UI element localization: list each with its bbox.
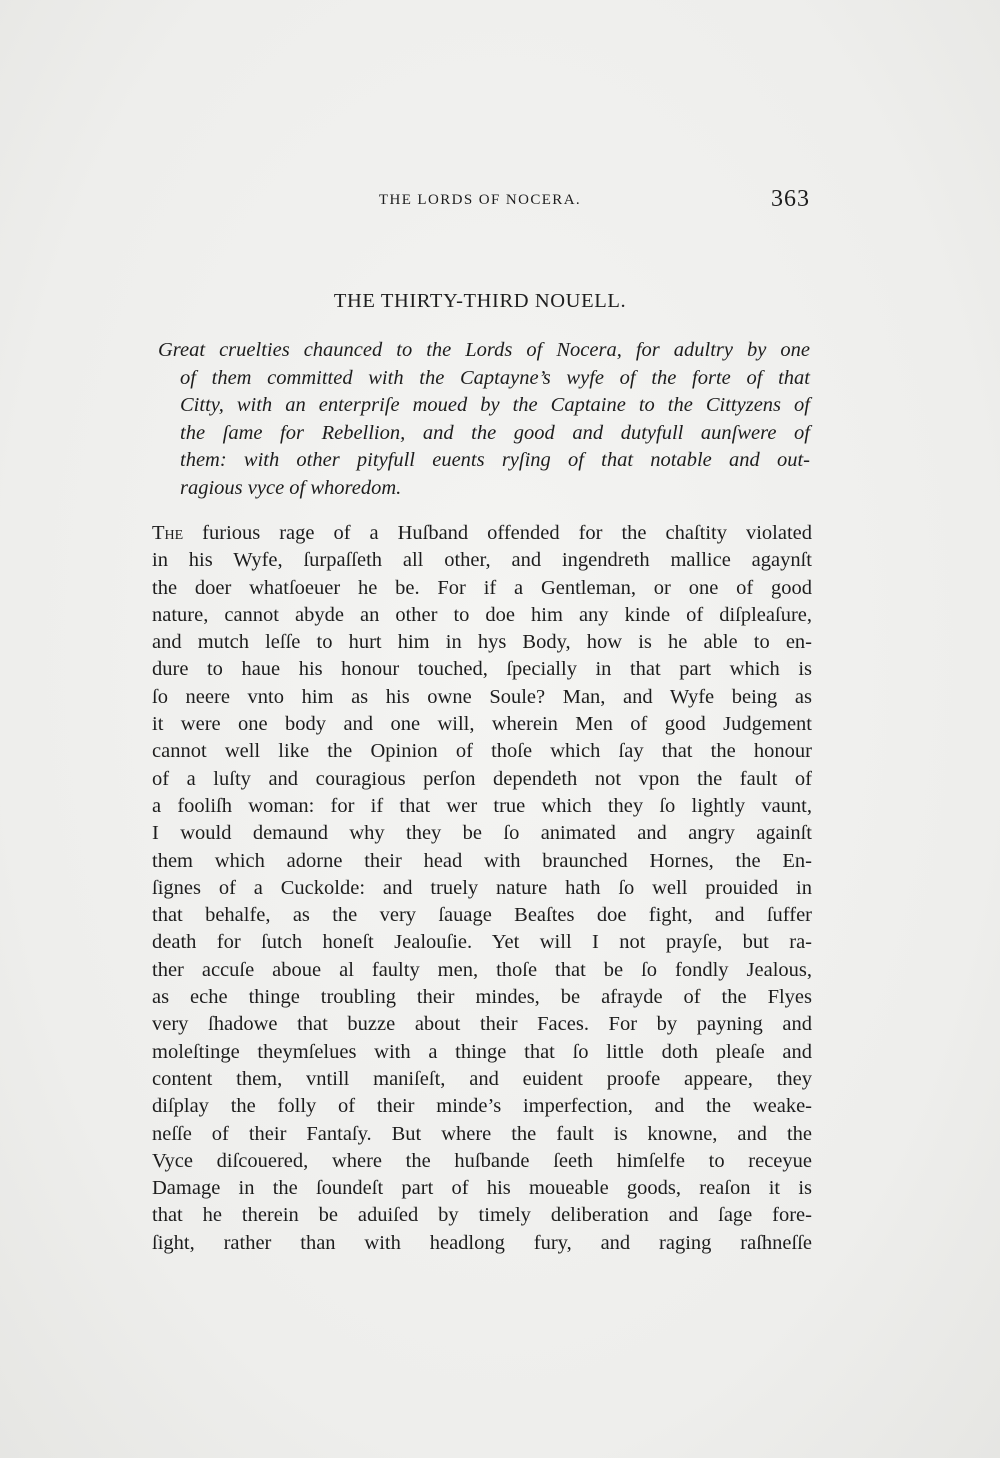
body-line: ther accuſe aboue al faulty men, thoſe that be ſo fondly Jealous,	[152, 958, 812, 981]
argument-line: Citty, with an enterpriſe moued by the Captaine to the Cittyzens of	[180, 394, 810, 416]
body-line: them which adorne their head with braunched Hornes, the En-	[152, 849, 812, 872]
body-line: a fooliſh woman: for if that wer true which they ſo lightly vaunt,	[152, 794, 812, 817]
body-line-text: furious rage of a Huſband offended for the chaſtity violated	[183, 522, 812, 544]
body-line: it were one body and one will, wherein Men of good Judgement	[152, 713, 812, 736]
argument-summary	[158, 337, 810, 502]
novel-title: THE THIRTY-THIRD NOUELL.	[333, 290, 627, 312]
body-line: ſo neere vnto him as his owne Soule? Man, and Wyfe being as	[152, 685, 812, 708]
argument-line: them: with other pityfull euents ryſing of that notable and out-	[180, 449, 810, 471]
body-line: Damage in the ſoundeſt part of his moueable goods, reaſon it is	[152, 1177, 812, 1200]
body-line: diſplay the folly of their minde’s imperfection, and the weake-	[152, 1095, 812, 1118]
body-line: that behalfe, as the very ſauage Beaſtes doe fight, and ſuffer	[152, 904, 812, 927]
argument-line: Great cruelties chaunced to the Lords of Nocera, for adultry by one	[158, 339, 810, 361]
body-text	[152, 520, 812, 1257]
body-line: I would demaund why they be ſo animated and angry againſt	[152, 822, 812, 845]
running-head	[150, 186, 810, 216]
argument-line: of them committed with the Captayne’s wyfe of the forte of that	[180, 366, 810, 389]
body-line: neſſe of their Fantaſy. But where the fault is knowne, and the	[152, 1122, 812, 1145]
body-line	[152, 520, 812, 547]
body-line: content them, vntill maniſeſt, and euident proofe appeare, they	[152, 1067, 812, 1090]
body-line: in his Wyfe, ſurpaſſeth all other, and ingendreth mallice agaynſt	[152, 549, 812, 572]
body-line: of a luſty and couragious perſon dependeth not vpon the fault of	[152, 767, 812, 790]
body-line: and mutch leſſe to hurt him in hys Body, how is he able to en-	[152, 631, 812, 654]
body-line: as eche thinge troubling their mindes, be afrayde of the Flyes	[152, 986, 812, 1009]
body-line: ſight, rather than with headlong fury, and raging raſhneſſe	[152, 1231, 812, 1254]
running-title: THE LORDS OF NOCERA.	[378, 192, 582, 208]
body-line: very ſhadowe that buzze about their Faces. For by payning and	[152, 1013, 812, 1036]
page-number: 363	[771, 186, 810, 212]
body-line: dure to haue his honour touched, ſpecially in that part which is	[152, 658, 812, 681]
body-line: moleſtinge theymſelues with a thinge that ſo little doth pleaſe and	[152, 1040, 812, 1063]
argument-line: ragious vyce of whoredom.	[180, 476, 402, 499]
body-line: ſignes of a Cuckolde: and truely nature hath ſo well prouided in	[152, 876, 812, 899]
body-line: death for ſutch honeſt Jealouſie. Yet will I not prayſe, but ra-	[152, 931, 812, 954]
opening-word: The	[152, 522, 184, 544]
body-line: the doer whatſoeuer he be. For if a Gentleman, or one of good	[152, 576, 812, 599]
argument-line: the ſame for Rebellion, and the good and dutyfull aunſwere of	[180, 421, 810, 444]
body-line: nature, cannot abyde an other to doe him any kinde of diſpleaſure,	[152, 603, 812, 626]
body-line: Vyce diſcouered, where the huſbande ſeeth himſelfe to receyue	[152, 1149, 812, 1172]
body-line: cannot well like the Opinion of thoſe which ſay that the honour	[152, 740, 812, 763]
body-line: that he therein be aduiſed by timely deliberation and ſage fore-	[152, 1204, 812, 1227]
